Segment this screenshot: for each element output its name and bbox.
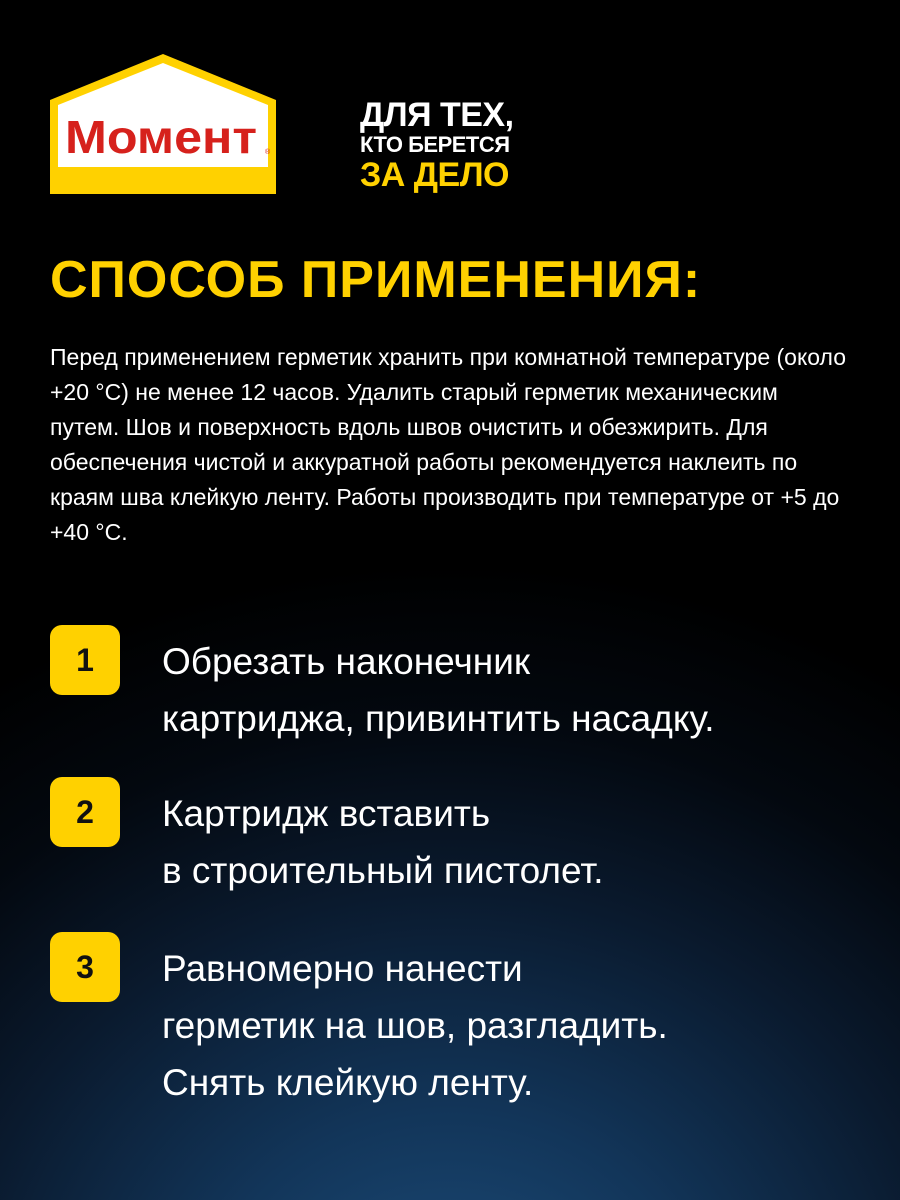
- step-number-badge: 3: [50, 932, 120, 1002]
- tagline-line-1: ДЛЯ ТЕХ,: [360, 96, 514, 134]
- step-line: картриджа, привинтить насадку.: [162, 698, 715, 739]
- page-heading: СПОСОБ ПРИМЕНЕНИЯ:: [50, 251, 702, 309]
- brand-tagline: [360, 98, 514, 192]
- step-number-badge: 2: [50, 777, 120, 847]
- step-line: Снять клейкую ленту.: [162, 1062, 534, 1103]
- tagline-line-2: КТО БЕРЕТСЯ: [360, 132, 510, 157]
- step-text: [162, 633, 862, 747]
- intro-paragraph: Перед применением герметик хранить при комнатной температуре (около +20 °С) не менее 12 часов. Удалить старый герметик механическим путем. Шов и поверхность вдоль швов очистить и обезжирить. Для обеспечения чистой и аккуратной работы рекомендуется наклеить по краям шва клейкую ленту. Работы производить при температуре от +5 до +40 °С.: [50, 344, 847, 545]
- step-line: Картридж вставить: [162, 793, 491, 834]
- step-line: в строительный пистолет.: [162, 850, 604, 891]
- tagline-line-3: ЗА ДЕЛО: [360, 156, 510, 194]
- step-text: [162, 785, 862, 899]
- step-text: [162, 940, 862, 1111]
- svg-text:®: ®: [265, 149, 271, 156]
- moment-logo: [50, 54, 276, 194]
- step-line: Равномерно нанести: [162, 948, 523, 989]
- logo-wordmark: Момент: [65, 111, 257, 163]
- step-line: Обрезать наконечник: [162, 641, 531, 682]
- step-number-badge: 1: [50, 625, 120, 695]
- step-line: герметик на шов, разгладить.: [162, 1005, 668, 1046]
